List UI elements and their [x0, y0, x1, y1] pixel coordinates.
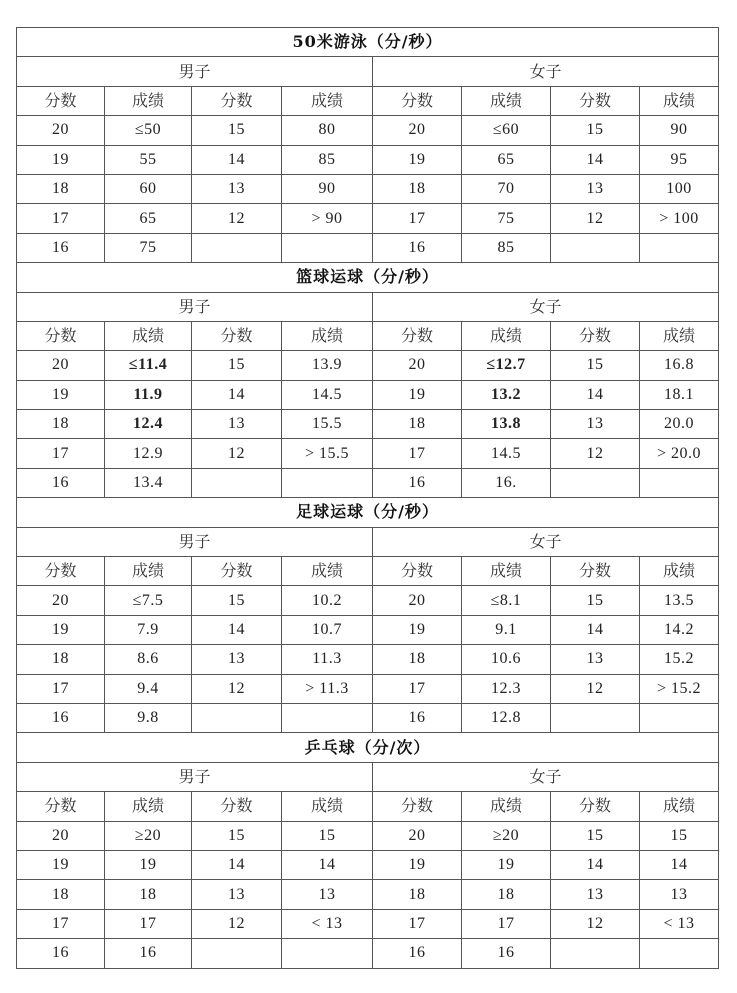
header-result: 成绩	[105, 321, 192, 350]
score-cell: 12	[551, 439, 640, 468]
score-cell: 13	[551, 410, 640, 439]
result-cell: 15.5	[282, 410, 373, 439]
header-score: 分数	[373, 86, 462, 115]
table-row	[17, 380, 719, 409]
section-title: 篮球运球（分/秒）	[17, 263, 719, 292]
result-cell	[640, 233, 719, 262]
result-cell: 12.4	[105, 410, 192, 439]
score-cell: 19	[373, 380, 462, 409]
score-cell: 13	[192, 174, 282, 203]
score-cell: 17	[373, 909, 462, 938]
result-cell: 10.7	[282, 615, 373, 644]
result-cell: 60	[105, 174, 192, 203]
result-cell: 16	[462, 939, 551, 968]
header-score: 分数	[17, 321, 105, 350]
header-result: 成绩	[640, 557, 719, 586]
result-cell: 7.9	[105, 615, 192, 644]
result-cell: > 20.0	[640, 439, 719, 468]
result-cell: 65	[462, 145, 551, 174]
result-cell: 14	[640, 850, 719, 879]
result-cell: 20.0	[640, 410, 719, 439]
result-cell: 15	[640, 821, 719, 850]
result-cell: 55	[105, 145, 192, 174]
score-cell: 15	[192, 351, 282, 380]
result-cell: 11.3	[282, 645, 373, 674]
score-cell: 17	[17, 909, 105, 938]
result-cell: 12.9	[105, 439, 192, 468]
result-cell: 18.1	[640, 380, 719, 409]
score-cell: 15	[551, 351, 640, 380]
score-cell: 18	[17, 645, 105, 674]
header-result: 成绩	[282, 86, 373, 115]
score-cell: 18	[373, 174, 462, 203]
header-score: 分数	[551, 321, 640, 350]
result-cell: > 15.5	[282, 439, 373, 468]
result-cell: 13.9	[282, 351, 373, 380]
score-cell: 18	[17, 410, 105, 439]
result-cell: 90	[640, 116, 719, 145]
column-header-row	[17, 792, 719, 821]
result-cell: 17	[462, 909, 551, 938]
header-result: 成绩	[462, 86, 551, 115]
result-cell	[282, 233, 373, 262]
table-row	[17, 468, 719, 497]
table-row	[17, 174, 719, 203]
result-cell: > 90	[282, 204, 373, 233]
section-title-row-table-tennis	[17, 733, 719, 762]
score-cell: 20	[373, 116, 462, 145]
score-cell: 13	[551, 645, 640, 674]
result-cell: 17	[105, 909, 192, 938]
table-row	[17, 410, 719, 439]
result-cell: ≤11.4	[105, 351, 192, 380]
score-cell: 15	[192, 586, 282, 615]
score-cell: 17	[373, 674, 462, 703]
score-cell: 14	[551, 380, 640, 409]
result-cell: 13	[640, 880, 719, 909]
score-cell: 16	[373, 939, 462, 968]
header-result: 成绩	[105, 792, 192, 821]
column-header-row	[17, 557, 719, 586]
score-cell: 12	[551, 204, 640, 233]
header-result: 成绩	[282, 321, 373, 350]
result-cell: ≤7.5	[105, 586, 192, 615]
header-result: 成绩	[462, 792, 551, 821]
score-cell: 12	[192, 439, 282, 468]
table-row	[17, 880, 719, 909]
score-cell	[551, 468, 640, 497]
result-cell: ≥20	[105, 821, 192, 850]
result-cell: 16	[105, 939, 192, 968]
score-cell: 15	[551, 116, 640, 145]
score-cell: 19	[17, 615, 105, 644]
result-cell	[640, 939, 719, 968]
header-score: 分数	[551, 86, 640, 115]
gender-row	[17, 527, 719, 556]
header-result: 成绩	[462, 321, 551, 350]
section-title-row-basketball-dribble	[17, 263, 719, 292]
score-cell	[551, 703, 640, 732]
score-cell: 18	[17, 880, 105, 909]
score-cell: 20	[17, 116, 105, 145]
header-score: 分数	[192, 321, 282, 350]
score-cell: 12	[192, 909, 282, 938]
score-cell	[192, 233, 282, 262]
score-cell: 20	[17, 586, 105, 615]
score-cell: 20	[17, 351, 105, 380]
table-row	[17, 909, 719, 938]
header-result: 成绩	[462, 557, 551, 586]
header-score: 分数	[551, 557, 640, 586]
score-cell: 20	[373, 351, 462, 380]
section-title: 足球运球（分/秒）	[17, 498, 719, 527]
score-cell: 19	[373, 615, 462, 644]
score-cell: 18	[373, 880, 462, 909]
score-cell: 13	[551, 174, 640, 203]
header-result: 成绩	[105, 86, 192, 115]
header-score: 分数	[373, 557, 462, 586]
score-cell: 12	[192, 674, 282, 703]
result-cell: 85	[282, 145, 373, 174]
result-cell: ≤50	[105, 116, 192, 145]
header-score: 分数	[192, 86, 282, 115]
score-cell	[551, 939, 640, 968]
score-cell: 14	[551, 615, 640, 644]
result-cell	[282, 703, 373, 732]
header-score: 分数	[17, 86, 105, 115]
header-score: 分数	[373, 321, 462, 350]
result-cell: > 15.2	[640, 674, 719, 703]
score-cell: 20	[373, 586, 462, 615]
score-cell: 12	[551, 674, 640, 703]
result-cell	[282, 468, 373, 497]
score-cell: 17	[17, 674, 105, 703]
gender-label-female: 女子	[373, 57, 719, 86]
score-cell: 19	[373, 145, 462, 174]
score-cell: 14	[551, 850, 640, 879]
result-cell: 16.	[462, 468, 551, 497]
result-cell: > 11.3	[282, 674, 373, 703]
result-cell: 75	[105, 233, 192, 262]
result-cell: 13.5	[640, 586, 719, 615]
result-cell: 16.8	[640, 351, 719, 380]
gender-label-male: 男子	[17, 57, 373, 86]
gender-row	[17, 57, 719, 86]
result-cell: ≤8.1	[462, 586, 551, 615]
table-row	[17, 116, 719, 145]
gender-row	[17, 762, 719, 791]
result-cell: 10.2	[282, 586, 373, 615]
result-cell: 19	[105, 850, 192, 879]
score-cell: 13	[192, 410, 282, 439]
header-score: 分数	[373, 792, 462, 821]
score-cell: 15	[551, 821, 640, 850]
score-cell: 16	[17, 939, 105, 968]
result-cell: 10.6	[462, 645, 551, 674]
table-row	[17, 821, 719, 850]
result-cell: 9.1	[462, 615, 551, 644]
result-cell: > 100	[640, 204, 719, 233]
result-cell: 13	[282, 880, 373, 909]
table-row	[17, 145, 719, 174]
section-title: 50米游泳（分/秒）	[17, 28, 719, 57]
result-cell: 75	[462, 204, 551, 233]
score-cell: 14	[192, 145, 282, 174]
score-cell: 18	[17, 174, 105, 203]
header-score: 分数	[17, 557, 105, 586]
score-cell: 13	[192, 880, 282, 909]
gender-label-male: 男子	[17, 762, 373, 791]
score-cell: 16	[17, 233, 105, 262]
header-result: 成绩	[282, 792, 373, 821]
score-cell: 14	[192, 380, 282, 409]
header-result: 成绩	[640, 792, 719, 821]
score-cell: 20	[373, 821, 462, 850]
result-cell	[282, 939, 373, 968]
result-cell: 18	[462, 880, 551, 909]
result-cell: ≥20	[462, 821, 551, 850]
score-cell: 19	[17, 380, 105, 409]
result-cell	[640, 468, 719, 497]
result-cell: 85	[462, 233, 551, 262]
score-cell: 16	[373, 233, 462, 262]
result-cell: 8.6	[105, 645, 192, 674]
result-cell: 65	[105, 204, 192, 233]
table-row	[17, 615, 719, 644]
header-result: 成绩	[640, 86, 719, 115]
score-cell: 19	[17, 145, 105, 174]
header-result: 成绩	[282, 557, 373, 586]
header-score: 分数	[17, 792, 105, 821]
score-cell: 15	[192, 821, 282, 850]
table-row	[17, 351, 719, 380]
gender-label-male: 男子	[17, 527, 373, 556]
score-cell: 15	[192, 116, 282, 145]
score-cell	[192, 703, 282, 732]
table-row	[17, 674, 719, 703]
table-row	[17, 850, 719, 879]
table-row	[17, 204, 719, 233]
score-cell: 18	[373, 645, 462, 674]
result-cell: 95	[640, 145, 719, 174]
result-cell: 19	[462, 850, 551, 879]
score-cell: 16	[17, 703, 105, 732]
result-cell: 18	[105, 880, 192, 909]
score-cell: 19	[17, 850, 105, 879]
score-cell: 17	[373, 204, 462, 233]
score-cell: 20	[17, 821, 105, 850]
table-row	[17, 439, 719, 468]
header-result: 成绩	[640, 321, 719, 350]
score-cell: 14	[551, 145, 640, 174]
score-cell	[551, 233, 640, 262]
score-cell: 16	[373, 703, 462, 732]
header-result: 成绩	[105, 557, 192, 586]
result-cell: 70	[462, 174, 551, 203]
score-cell: 12	[192, 204, 282, 233]
result-cell: 9.4	[105, 674, 192, 703]
score-cell: 18	[373, 410, 462, 439]
score-cell: 16	[17, 468, 105, 497]
table-row	[17, 703, 719, 732]
score-cell: 13	[551, 880, 640, 909]
score-cell: 12	[551, 909, 640, 938]
section-title-row-football-dribble	[17, 498, 719, 527]
gender-label-female: 女子	[373, 292, 719, 321]
scoring-standards-document	[16, 27, 718, 969]
score-cell	[192, 468, 282, 497]
result-cell: 14.5	[462, 439, 551, 468]
result-cell: 80	[282, 116, 373, 145]
score-cell: 13	[192, 645, 282, 674]
result-cell: 14.5	[282, 380, 373, 409]
table-row	[17, 586, 719, 615]
score-cell: 19	[373, 850, 462, 879]
result-cell: < 13	[640, 909, 719, 938]
result-cell: 100	[640, 174, 719, 203]
score-cell: 17	[373, 439, 462, 468]
result-cell: 15	[282, 821, 373, 850]
result-cell: < 13	[282, 909, 373, 938]
gender-label-female: 女子	[373, 527, 719, 556]
result-cell: 90	[282, 174, 373, 203]
table-row	[17, 939, 719, 968]
score-cell: 15	[551, 586, 640, 615]
result-cell: 15.2	[640, 645, 719, 674]
result-cell: 13.8	[462, 410, 551, 439]
result-cell: 13.2	[462, 380, 551, 409]
score-cell	[192, 939, 282, 968]
table-row	[17, 233, 719, 262]
scoring-table	[16, 27, 719, 969]
column-header-row	[17, 86, 719, 115]
header-score: 分数	[551, 792, 640, 821]
gender-label-male: 男子	[17, 292, 373, 321]
result-cell	[640, 703, 719, 732]
score-cell: 14	[192, 850, 282, 879]
section-title: 乒乓球（分/次）	[17, 733, 719, 762]
result-cell: ≤12.7	[462, 351, 551, 380]
column-header-row	[17, 321, 719, 350]
score-cell: 17	[17, 439, 105, 468]
result-cell: ≤60	[462, 116, 551, 145]
gender-label-female: 女子	[373, 762, 719, 791]
result-cell: 13.4	[105, 468, 192, 497]
score-cell: 16	[373, 468, 462, 497]
table-row	[17, 645, 719, 674]
result-cell: 14.2	[640, 615, 719, 644]
gender-row	[17, 292, 719, 321]
result-cell: 11.9	[105, 380, 192, 409]
section-title-row-swimming-50m	[17, 28, 719, 57]
header-score: 分数	[192, 557, 282, 586]
header-score: 分数	[192, 792, 282, 821]
score-cell: 17	[17, 204, 105, 233]
result-cell: 14	[282, 850, 373, 879]
result-cell: 9.8	[105, 703, 192, 732]
score-cell: 14	[192, 615, 282, 644]
result-cell: 12.3	[462, 674, 551, 703]
result-cell: 12.8	[462, 703, 551, 732]
